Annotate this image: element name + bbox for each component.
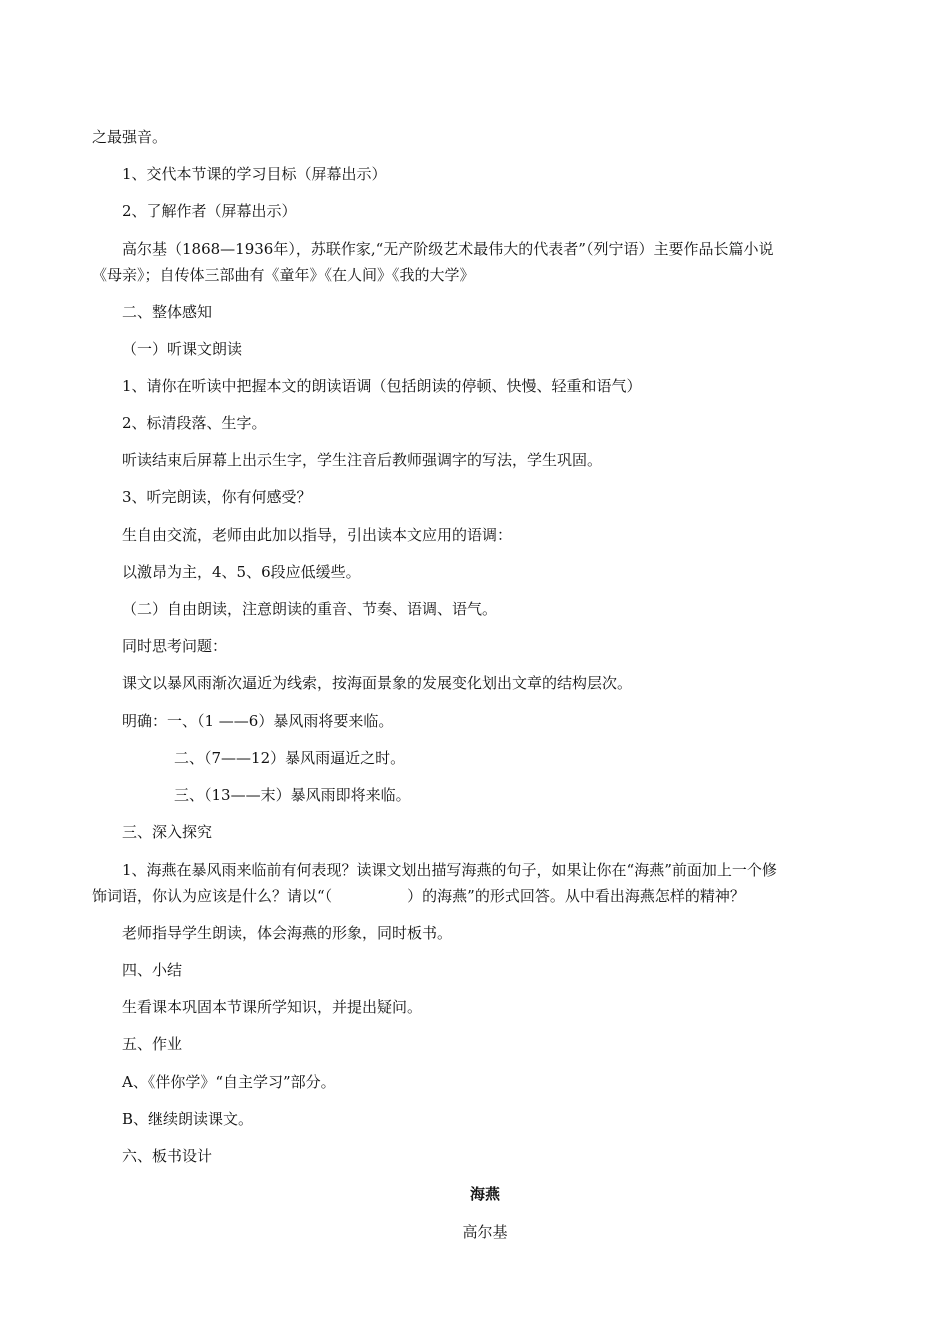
section-heading: 五、作业 <box>122 1035 183 1053</box>
text-line: 2、了解作者（屏幕出示） <box>122 202 297 220</box>
section-heading: 三、深入探究 <box>122 823 213 841</box>
text-line: 以激昂为主，4、5、6段应低缓些。 <box>122 563 361 581</box>
text-line: 生自由交流，老师由此加以指导，引出读本文应用的语调： <box>122 526 513 544</box>
text-line: 1、海燕在暴风雨来临前有何表现？读课文划出描写海燕的句子，如果让你在“海燕”前面加上一个修 <box>122 861 777 879</box>
text-line: 1、交代本节课的学习目标（屏幕出示） <box>122 165 387 183</box>
text-line: 课文以暴风雨渐次逼近为线索，按海面景象的发展变化划出文章的结构层次。 <box>122 674 633 692</box>
board-author: 高尔基 <box>462 1223 508 1241</box>
text-line: 之最强音。 <box>92 128 168 146</box>
board-title: 海燕 <box>469 1185 500 1203</box>
subsection-heading: （一）听课文朗读 <box>122 340 243 358</box>
section-heading: 四、小结 <box>122 961 183 979</box>
section-heading: 二、整体感知 <box>122 303 213 321</box>
text-line: B、继续朗读课文。 <box>122 1110 254 1128</box>
subsection-heading: （二）自由朗读，注意朗读的重音、节奏、语调、语气。 <box>122 600 498 618</box>
section-heading: 六、板书设计 <box>122 1147 213 1165</box>
text-line: 2、标清段落、生字。 <box>122 414 267 432</box>
text-line: 老师指导学生朗读，体会海燕的形象，同时板书。 <box>122 924 453 942</box>
text-line: 听读结束后屏幕上出示生字，学生注音后教师强调字的写法，学生巩固。 <box>122 451 603 469</box>
text-line: 同时思考问题： <box>122 637 228 655</box>
text-line: 3、听完朗读，你有何感受？ <box>122 488 312 506</box>
text-line: 《母亲》；自传体三部曲有《童年》《在人间》《我的大学》 <box>92 266 475 284</box>
text-line: 三、（13——末）暴风雨即将来临。 <box>174 786 411 804</box>
text-line: 高尔基（1868—1936年），苏联作家,“无产阶级艺术最伟大的代表者”（列宁语）主要作品长篇小说 <box>122 240 774 258</box>
text-line: 饰词语，你认为应该是什么？请以“（ ）的海燕”的形式回答。从中看出海燕怎样的精神？ <box>92 887 745 905</box>
text-line: 明确：一、（1 ——6）暴风雨将要来临。 <box>122 712 394 730</box>
text-line: 二、（7——12）暴风雨逼近之时。 <box>174 749 406 767</box>
text-line: 生看课本巩固本节课所学知识，并提出疑问。 <box>122 998 423 1016</box>
text-line: 1、请你在听读中把握本文的朗读语调（包括朗读的停顿、快慢、轻重和语气） <box>122 377 642 395</box>
text-line: A、《伴你学》“自主学习”部分。 <box>122 1073 336 1091</box>
